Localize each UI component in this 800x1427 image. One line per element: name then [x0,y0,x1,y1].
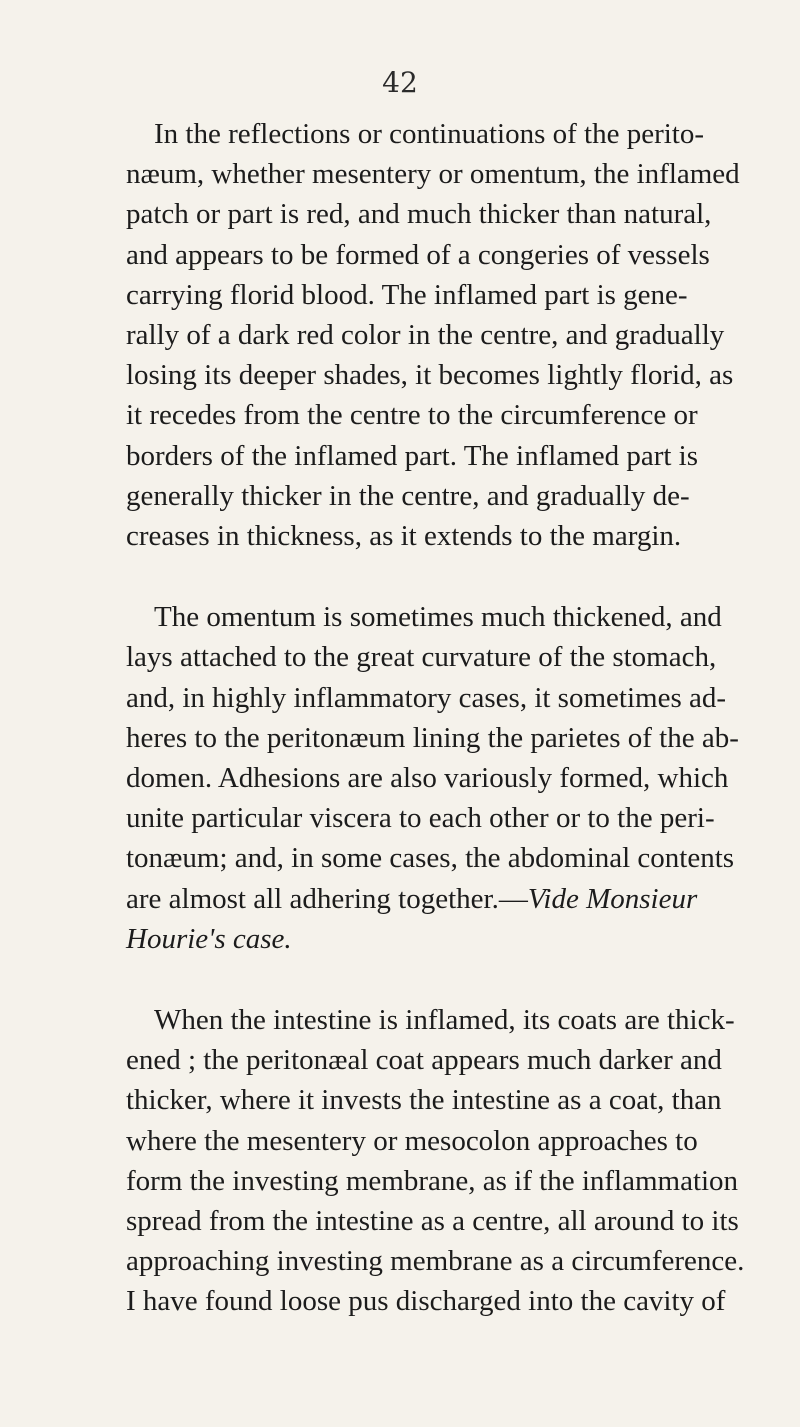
text-line: tonæum; and, in some cases, the abdominal contents [126,842,735,875]
text-line: I have found loose pus discharged into the cavity of [126,1285,726,1318]
text-fragment: are almost all adhering together.— [126,882,528,915]
text-line: When the intestine is inflamed, its coats are thick- [154,1004,735,1037]
paragraph-2 [126,597,739,959]
text-line: thicker, where it invests the intestine as a coat, than [126,1084,722,1117]
text-line: it recedes from the centre to the circumference or [126,399,698,432]
text-line: patch or part is red, and much thicker than natural, [126,198,712,231]
citation-line [126,919,672,959]
text-line-with-citation [126,879,698,919]
text-line: The omentum is sometimes much thickened, and [154,601,722,634]
text-line: losing its deeper shades, it becomes lightly florid, as [126,359,734,392]
text-line: heres to the peritonæum lining the parietes of the ab- [126,721,739,754]
citation-text: Hourie's case. [126,922,292,955]
paragraph-3 [126,1000,745,1322]
text-line: and appears to be formed of a congeries of vessels [126,238,710,271]
text-line: creases in thickness, as it extends to the margin. [126,520,682,553]
page-body [126,114,745,1363]
text-line: borders of the inflamed part. The inflamed part is [126,439,699,472]
page-number: 42 [382,66,418,99]
text-line: and, in highly inflammatory cases, it sometimes ad- [126,681,727,714]
text-line: rally of a dark red color in the centre, and gradually [126,319,725,352]
text-line: næum, whether mesentery or omentum, the inflamed [126,158,740,191]
text-line: ened ; the peritonæal coat appears much darker and [126,1044,722,1077]
text-line: unite particular viscera to each other or to the peri- [126,802,715,835]
text-line: spread from the intestine as a centre, all around to its [126,1205,739,1238]
text-line: domen. Adhesions are also variously formed, which [126,762,729,795]
citation-text: Vide Monsieur [527,882,698,915]
text-line: form the investing membrane, as if the inflammation [126,1164,739,1197]
text-line: In the reflections or continuations of the perito- [154,118,705,150]
text-line: generally thicker in the centre, and gradually de- [126,479,690,512]
text-line: where the mesentery or mesocolon approaches to [126,1124,698,1157]
text-line: carrying florid blood. The inflamed part is gene- [126,278,688,311]
text-line: lays attached to the great curvature of the stomach, [126,641,717,674]
text-line: approaching investing membrane as a circumference. [126,1245,745,1278]
paragraph-1 [126,114,740,556]
